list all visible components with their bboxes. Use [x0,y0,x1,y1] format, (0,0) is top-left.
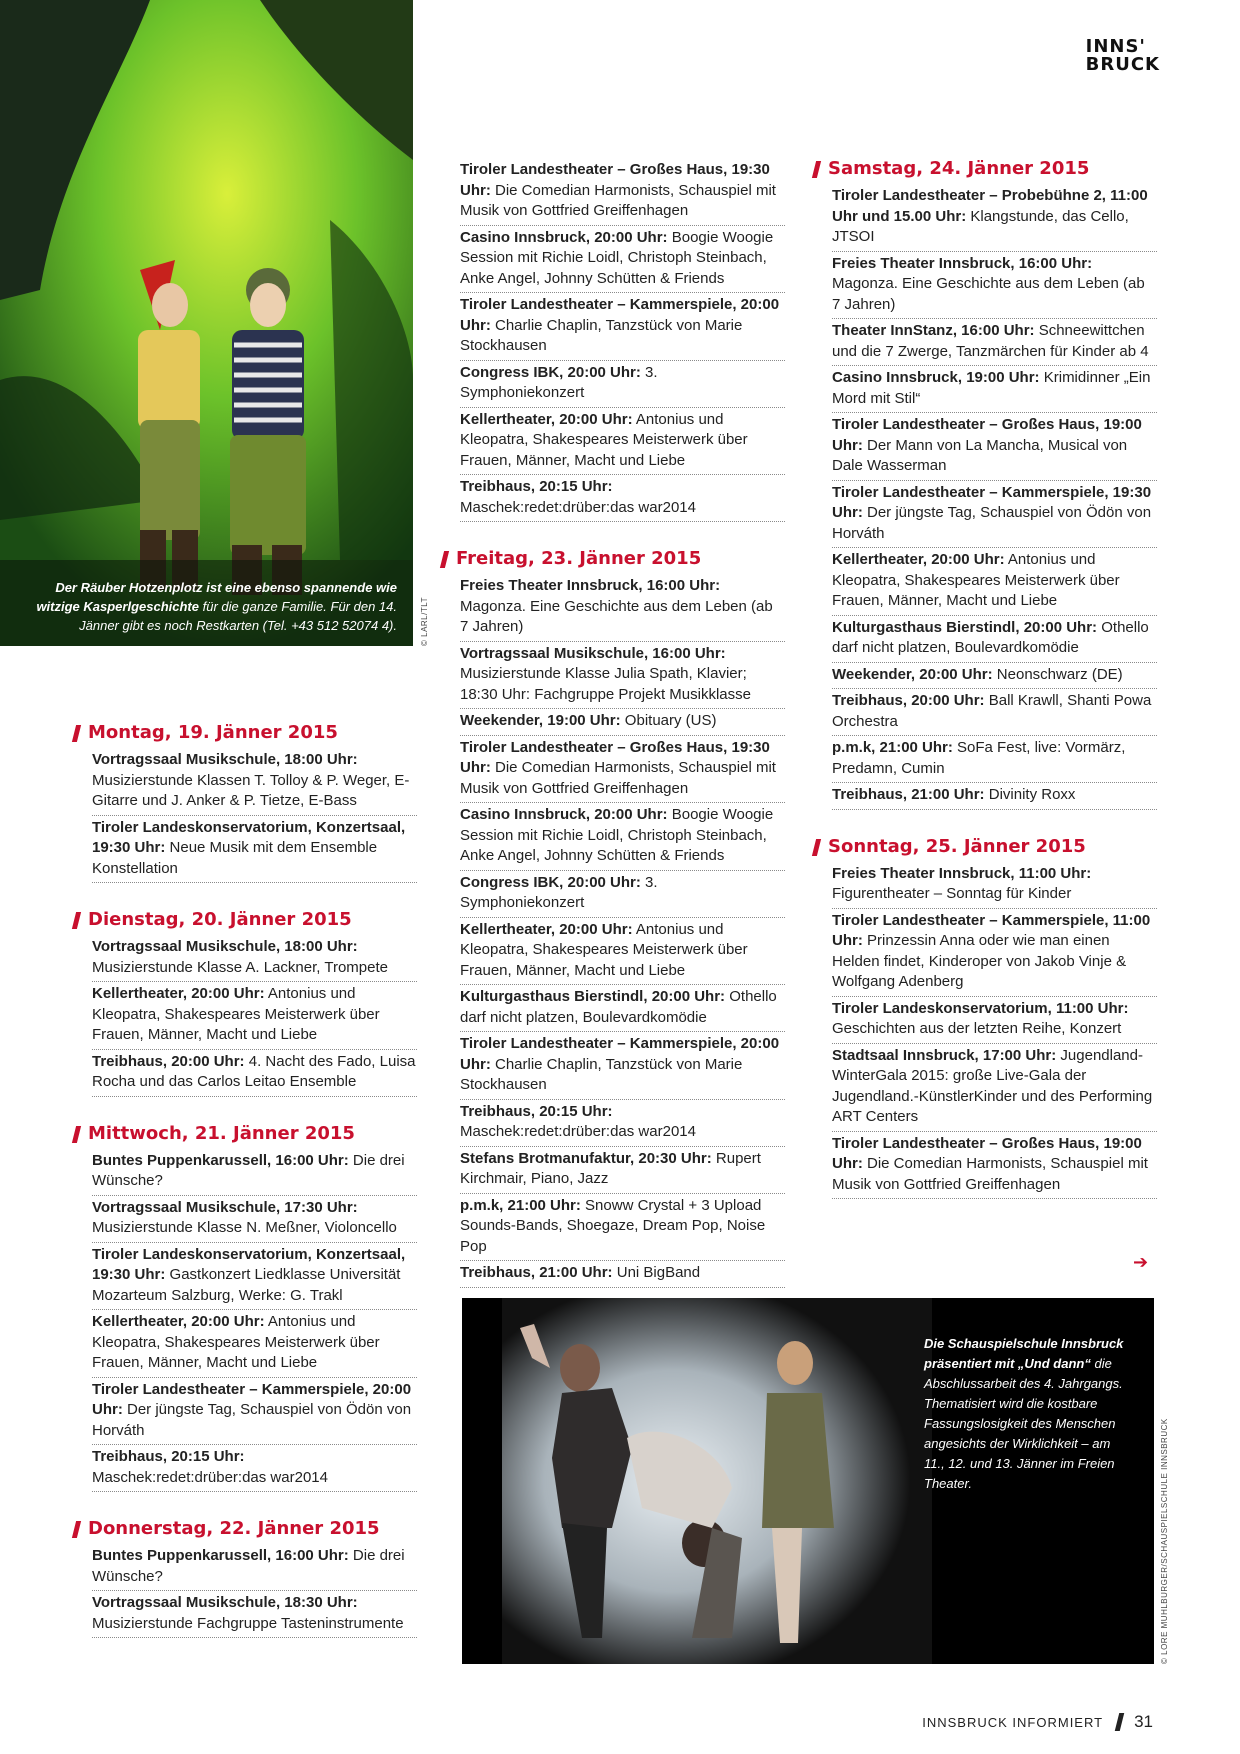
event-entry: Freies Theater Innsbruck, 16:00 Uhr: Magonza. Eine Geschichte aus dem Leben (ab 7 Jahren) [832,252,1157,320]
event-entry: Vortragssaal Musikschule, 18:00 Uhr: Musizierstunde Klassen T. Tolloy & P. Weger, E-Gitarre und J. Anker & P. Tietze, E-Bass [92,748,417,816]
day-block-continued [440,158,785,522]
day-block [440,548,785,1288]
event-entry: Treibhaus, 21:00 Uhr: Uni BigBand [460,1261,785,1288]
event-entry: Tiroler Landestheater – Großes Haus, 19:00 Uhr: Die Comedian Harmonists, Schauspiel mit Musik von Gottfried Greiffenhagen [832,1132,1157,1200]
event-entry: Tiroler Landeskonservatorium, 11:00 Uhr: Geschichten aus der letzten Reihe, Konzert [832,997,1157,1044]
event-entry: Treibhaus, 20:15 Uhr: Maschek:redet:drüber:das war2014 [92,1445,417,1492]
photo-hotzenplotz [0,0,413,646]
event-entry: Treibhaus, 20:00 Uhr: 4. Nacht des Fado, Luisa Rocha und das Carlos Leitao Ensemble [92,1050,417,1097]
event-entry: Tiroler Landestheater – Kammerspiele, 20:00 Uhr: Der jüngste Tag, Schauspiel von Ödön von Horváth [92,1378,417,1446]
event-entry: Kellertheater, 20:00 Uhr: Antonius und Kleopatra, Shakespeares Meisterwerk über Frauen, Männer, Macht und Liebe [92,982,417,1050]
day-heading: Montag, 19. Jänner 2015 [72,722,417,744]
day-heading: Mittwoch, 21. Jänner 2015 [72,1123,417,1145]
event-entry: Treibhaus, 20:15 Uhr: Maschek:redet:drüber:das war2014 [460,475,785,522]
event-entry: Tiroler Landeskonservatorium, Konzertsaal, 19:30 Uhr: Gastkonzert Liedklasse Universität Mozarteum Salzburg, Werke: G. Trakl [92,1243,417,1311]
column-2 [440,158,785,1314]
event-entry: Buntes Puppenkarussell, 16:00 Uhr: Die drei Wünsche? [92,1149,417,1196]
event-entry: Tiroler Landeskonservatorium, Konzertsaal, 19:30 Uhr: Neue Musik mit dem Ensemble Konstellation [92,816,417,884]
event-entry: Stadtsaal Innsbruck, 17:00 Uhr: Jugendland-WinterGala 2015: große Live-Gala der Jugendland.-KünstlerKinder und des Performing ART Centers [832,1044,1157,1132]
event-entry: Vortragssaal Musikschule, 17:30 Uhr: Musizierstunde Klasse N. Meßner, Violoncello [92,1196,417,1243]
event-entry: Theater InnStanz, 16:00 Uhr: Schneewittchen und die 7 Zwerge, Tanzmärchen für Kinder ab 4 [832,319,1157,366]
event-entry: Kellertheater, 20:00 Uhr: Antonius und Kleopatra, Shakespeares Meisterwerk über Frauen, Männer, Macht und Liebe [832,548,1157,616]
city-logo [1086,38,1160,74]
event-entry: Buntes Puppenkarussell, 16:00 Uhr: Die drei Wünsche? [92,1544,417,1591]
event-entry: Freies Theater Innsbruck, 11:00 Uhr: Figurentheater – Sonntag für Kinder [832,862,1157,909]
event-entry: Tiroler Landestheater – Großes Haus, 19:00 Uhr: Der Mann von La Mancha, Musical von Dale Wasserman [832,413,1157,481]
event-entry: Tiroler Landestheater – Probebühne 2, 11:00 Uhr und 15.00 Uhr: Klangstunde, das Cello, JTSOI [832,184,1157,252]
event-entry: p.m.k, 21:00 Uhr: Snoww Crystal + 3 Upload Sounds-Bands, Shoegaze, Dream Pop, Noise Pop [460,1194,785,1262]
event-entry: Tiroler Landestheater – Großes Haus, 19:30 Uhr: Die Comedian Harmonists, Schauspiel mit Musik von Gottfried Greiffenhagen [460,736,785,804]
event-entry: Congress IBK, 20:00 Uhr: 3. Symphoniekonzert [460,871,785,918]
event-entry: Stefans Brotmanufaktur, 20:30 Uhr: Rupert Kirchmair, Piano, Jazz [460,1147,785,1194]
day-block [72,1123,417,1493]
day-heading: Samstag, 24. Jänner 2015 [812,158,1157,180]
continue-arrow-icon: ➔ [1133,1252,1149,1272]
event-entry: Tiroler Landestheater – Großes Haus, 19:30 Uhr: Die Comedian Harmonists, Schauspiel mit Musik von Gottfried Greiffenhagen [460,158,785,226]
day-block [72,909,417,1097]
day-heading: Donnerstag, 22. Jänner 2015 [72,1518,417,1540]
event-entry: Freies Theater Innsbruck, 16:00 Uhr: Magonza. Eine Geschichte aus dem Leben (ab 7 Jahren) [460,574,785,642]
event-entry: Tiroler Landestheater – Kammerspiele, 19:30 Uhr: Der jüngste Tag, Schauspiel von Ödön von Horváth [832,481,1157,549]
column-1 [72,722,417,1664]
event-entry: Kulturgasthaus Bierstindl, 20:00 Uhr: Othello darf nicht platzen, Boulevardkomödie [460,985,785,1032]
publication-name: INNSBRUCK INFORMIERT [922,1714,1104,1730]
event-entry: Tiroler Landestheater – Kammerspiele, 20:00 Uhr: Charlie Chaplin, Tanzstück von Marie Stockhausen [460,293,785,361]
day-heading: Freitag, 23. Jänner 2015 [440,548,785,570]
event-entry: Casino Innsbruck, 20:00 Uhr: Boogie Woogie Session mit Richie Loidl, Christoph Steinbach, Anke Angel, Johnny Schütten & Friends [460,226,785,294]
day-heading: Dienstag, 20. Jänner 2015 [72,909,417,931]
event-entry: Vortragssaal Musikschule, 16:00 Uhr: Musizierstunde Klasse Julia Spath, Klavier; 18:30 Uhr: Fachgruppe Projekt Musikklasse [460,642,785,710]
event-entry: Tiroler Landestheater – Kammerspiele, 11:00 Uhr: Prinzessin Anna oder wie man einen Helden findet, Kinderoper von Jakob Vinje & Wolfgang Adenberg [832,909,1157,997]
event-entry: Vortragssaal Musikschule, 18:00 Uhr: Musizierstunde Klasse A. Lackner, Trompete [92,935,417,982]
day-heading: Sonntag, 25. Jänner 2015 [812,836,1157,858]
footer-divider [1115,1713,1124,1731]
event-entry: Vortragssaal Musikschule, 18:30 Uhr: Musizierstunde Fachgruppe Tasteninstrumente [92,1591,417,1638]
photo-schauspielschule-caption: Die Schauspielschule Innsbruck präsentiert mit „Und dann“ die Abschlussarbeit des 4. Jahrgangs. Thematisiert wird die kostbare Fassungslosigkeit des Menschen angesichts der Wirklichkeit – am 11., 12. und 13. Jänner im Freien Theater. [924,1336,1124,1491]
page-number: 31 [1134,1712,1153,1731]
event-entry: Weekender, 20:00 Uhr: Neonschwarz (DE) [832,663,1157,690]
event-entry: Treibhaus, 20:15 Uhr: Maschek:redet:drüber:das war2014 [460,1100,785,1147]
day-block [812,158,1157,810]
day-block [812,836,1157,1200]
event-entry: Casino Innsbruck, 20:00 Uhr: Boogie Woogie Session mit Richie Loidl, Christoph Steinbach, Anke Angel, Johnny Schütten & Friends [460,803,785,871]
photo-schauspielschule-credit: © LORE MUHLBURGER/SCHAUSPIELSCHULE INNSBRUCK [1160,1418,1169,1664]
city-logo-line2: BRUCK [1085,54,1160,75]
event-entry: Treibhaus, 20:00 Uhr: Ball Krawll, Shanti Powa Orchestra [832,689,1157,736]
photo-schauspielschule [462,1298,1154,1664]
event-entry: Kellertheater, 20:00 Uhr: Antonius und Kleopatra, Shakespeares Meisterwerk über Frauen, Männer, Macht und Liebe [92,1310,417,1378]
event-entry: Casino Innsbruck, 19:00 Uhr: Krimidinner „Ein Mord mit Stil“ [832,366,1157,413]
event-entry: Congress IBK, 20:00 Uhr: 3. Symphoniekonzert [460,361,785,408]
page-footer [922,1712,1153,1732]
day-block [72,1518,417,1638]
city-logo-line1: INNS' [1085,36,1146,57]
column-3 [812,158,1157,1225]
event-entry: Tiroler Landestheater – Kammerspiele, 20:00 Uhr: Charlie Chaplin, Tanzstück von Marie Stockhausen [460,1032,785,1100]
photo-hotzenplotz-caption: Der Räuber Hotzenplotz ist eine ebenso spannende wie witzige Kasperlgeschichte für die ganze Familie. Für den 14. Jänner gibt es noch Restkarten (Tel. +43 512 52074 4). [36,580,397,633]
event-entry: Kulturgasthaus Bierstindl, 20:00 Uhr: Othello darf nicht platzen, Boulevardkomödie [832,616,1157,663]
event-entry: Treibhaus, 21:00 Uhr: Divinity Roxx [832,783,1157,810]
event-entry: Kellertheater, 20:00 Uhr: Antonius und Kleopatra, Shakespeares Meisterwerk über Frauen, Männer, Macht und Liebe [460,918,785,986]
event-entry: Kellertheater, 20:00 Uhr: Antonius und Kleopatra, Shakespeares Meisterwerk über Frauen, Männer, Macht und Liebe [460,408,785,476]
event-entry: p.m.k, 21:00 Uhr: SoFa Fest, live: Vormärz, Predamn, Cumin [832,736,1157,783]
photo-hotzenplotz-image [0,0,413,646]
photo-hotzenplotz-credit: © LARL/TLT [420,597,429,646]
event-entry: Weekender, 19:00 Uhr: Obituary (US) [460,709,785,736]
day-block [72,722,417,883]
